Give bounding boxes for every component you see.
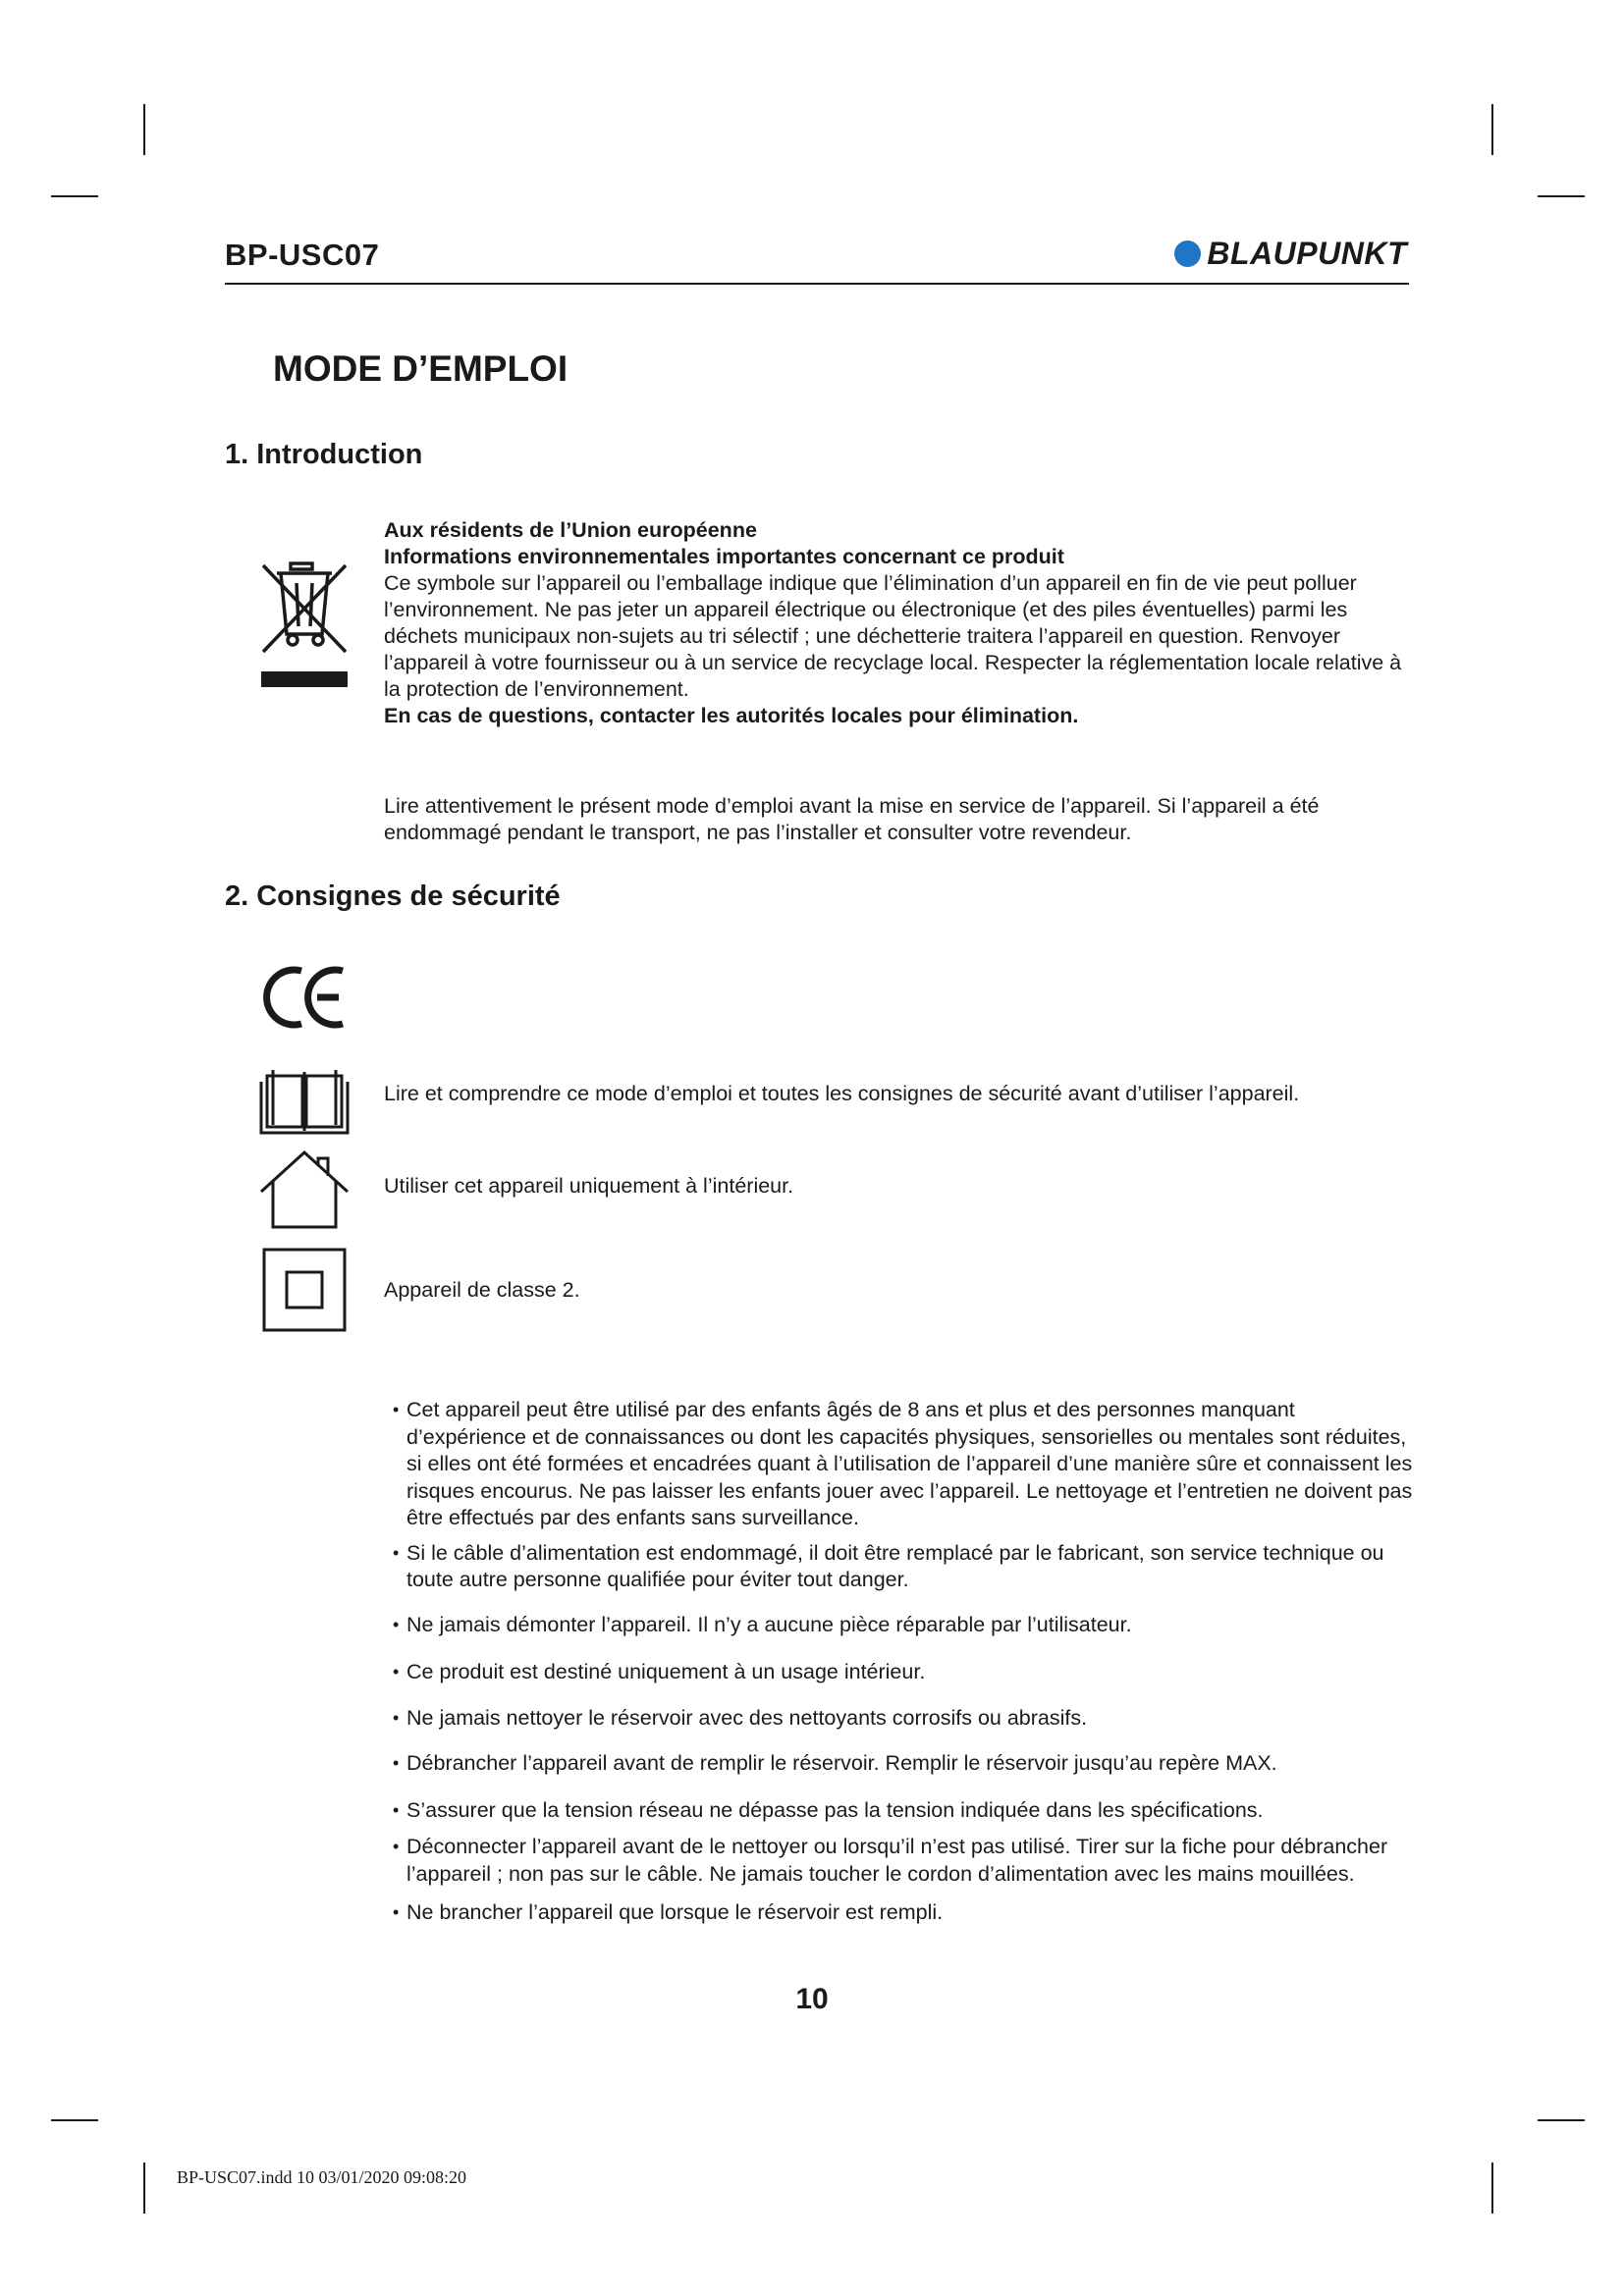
safety-bullet: • Débrancher l’appareil avant de remplir le réservoir. Remplir le réservoir jusqu’au repère MAX. (393, 1750, 1414, 1778)
intro-env-info-title: Informations environnementales importantes concernant ce produit (384, 545, 1064, 568)
safety-bullet: • Ne jamais démonter l’appareil. Il n’y a aucune pièce réparable par l’utilisateur. (393, 1612, 1414, 1639)
crop-mark-bottom-right-h (1538, 2119, 1585, 2121)
safety-bullet-list (393, 1397, 1414, 1927)
safety-bullet: • Ce produit est destiné uniquement à un usage intérieur. (393, 1659, 1414, 1686)
read-manual-paragraph: Lire attentivement le présent mode d’emploi avant la mise en service de l’appareil. Si l’appareil a été endommagé pendant le transport, ne pas l’installer et consulter votre revendeur. (384, 794, 1320, 844)
safety-bullet: • S’assurer que la tension réseau ne dépasse pas la tension indiquée dans les spécifications. (393, 1797, 1414, 1825)
section-heading-safety: 2. Consignes de sécurité (225, 881, 561, 912)
intro-contact-authorities: En cas de questions, contacter les autorités locales pour élimination. (384, 704, 1079, 727)
class2-icon-label: Appareil de classe 2. (384, 1278, 580, 1302)
safety-bullet: • Si le câble d’alimentation est endommagé, il doit être remplacé par le fabricant, son service technique ou toute autre personne qualifiée pour éviter tout danger. (393, 1540, 1414, 1594)
crop-mark-bottom-left-h (51, 2119, 98, 2121)
crop-mark-bottom-left-v (143, 2163, 145, 2214)
crop-mark-top-right-h (1538, 195, 1585, 197)
print-slug: BP-USC07.indd 10 03/01/2020 09:08:20 (177, 2167, 467, 2187)
page-number: 10 (795, 1983, 829, 2015)
intro-block (384, 517, 1405, 729)
safety-bullet: • Déconnecter l’appareil avant de le nettoyer ou lorsqu’il n’est pas utilisé. Tirer sur la fiche pour débrancher l’appareil ; non pas sur le câble. Ne jamais toucher le cordon d’alimentation avec les mains mouillées. (393, 1834, 1414, 1888)
class2-icon (261, 1247, 348, 1333)
page-header (225, 234, 1409, 285)
safety-bullet: • Ne jamais nettoyer le réservoir avec des nettoyants corrosifs ou abrasifs. (393, 1705, 1414, 1733)
safety-bullet: • Cet appareil peut être utilisé par des enfants âgés de 8 ans et plus et des personnes manquant d’expérience et de connaissances ou dont les capacités physiques, sensorielles ou mentales sont réduites, si elles ont été formées et encadrées quant à l’utilisation de l’appareil d’une manière sûre et connaissent les risques encourus. Ne pas laisser les enfants jouer avec l’appareil. Le nettoyage et l’entretien ne doivent pas être effectués par des enfants sans surveillance. (393, 1397, 1414, 1532)
section-heading-introduction: 1. Introduction (225, 439, 423, 470)
manual-icon-label: Lire et comprendre ce mode d’emploi et toutes les consignes de sécurité avant d’utiliser l’appareil. (384, 1082, 1300, 1105)
intro-eu-residents: Aux résidents de l’Union européenne (384, 518, 757, 542)
document-title: MODE D’EMPLOI (273, 348, 568, 389)
safety-bullet: • Ne brancher l’appareil que lorsque le réservoir est rempli. (393, 1899, 1414, 1927)
model-number: BP-USC07 (225, 238, 380, 272)
crop-mark-bottom-right-v (1491, 2163, 1493, 2214)
brand-dot-icon (1174, 240, 1201, 267)
brand-logo (1174, 236, 1407, 272)
crop-mark-top-left-h (51, 195, 98, 197)
manual-book-icon (257, 1062, 352, 1137)
intro-weee-text: Ce symbole sur l’appareil ou l’emballage indique que l’élimination d’un appareil en fin de vie peut polluer l’environnement. Ne pas jeter un appareil électrique ou électronique (et des piles éventuelles) parmi les déchets municipaux non-sujets au tri sélectif ; une déchetterie traitera l’appareil en question. Renvoyer l’appareil à votre fournisseur ou à un service de recyclage local. Respecter la réglementation locale relative à la protection de l’environnement. (384, 571, 1402, 701)
crop-mark-top-right-v (1491, 104, 1493, 155)
house-icon (257, 1148, 352, 1231)
brand-name: BLAUPUNKT (1207, 236, 1407, 271)
weee-bin-icon (257, 558, 352, 693)
house-icon-label: Utiliser cet appareil uniquement à l’intérieur. (384, 1174, 794, 1198)
ce-mark-icon (262, 963, 351, 1032)
crop-mark-top-left-v (143, 104, 145, 155)
